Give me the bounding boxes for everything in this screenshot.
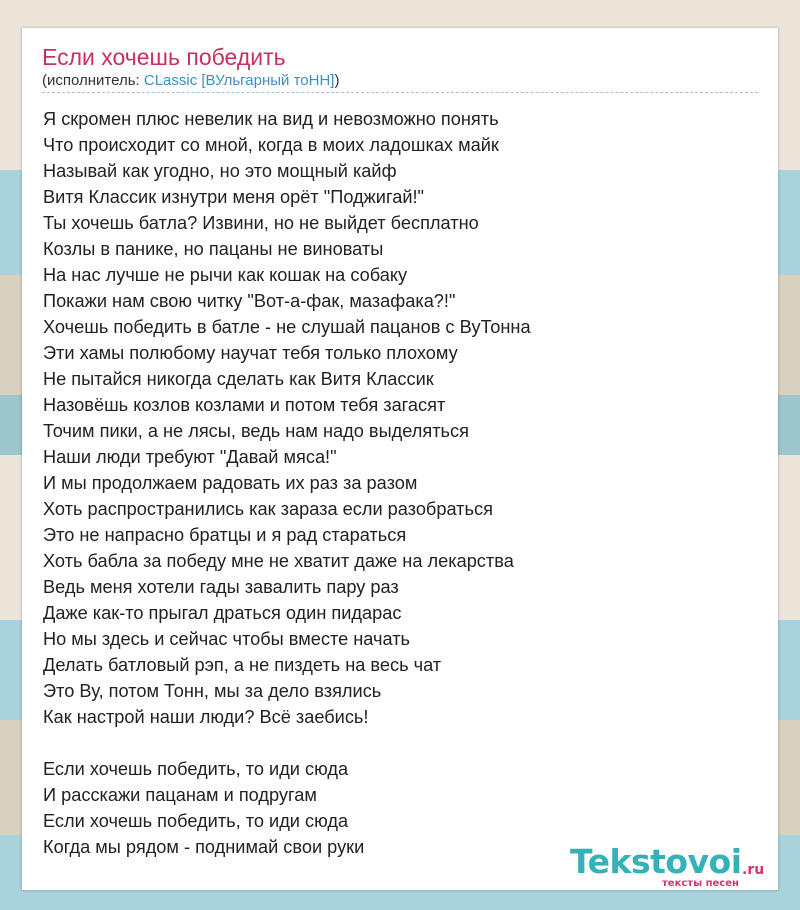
lyric-line: Это не напрасно братцы и я рад стараться (43, 525, 407, 545)
lyric-line: Козлы в панике, но пацаны не виноваты (43, 239, 384, 259)
title-divider (42, 92, 758, 93)
lyric-line: Покажи нам свою читку "Вот-а-фак, мазафака?!" (43, 291, 456, 311)
logo-tld: .ru (742, 862, 765, 878)
lyric-line: Назовёшь козлов козлами и потом тебя загасят (43, 395, 446, 415)
lyric-line: Ведь меня хотели гады завалить пару раз (43, 577, 399, 597)
lyric-line: Делать батловый рэп, а не пиздеть на весь чат (43, 655, 442, 675)
lyric-line: Ты хочешь батла? Извини, но не выйдет бесплатно (43, 213, 479, 233)
lyric-line: На нас лучше не рычи как кошак на собаку (43, 265, 408, 285)
artist-prefix: (исполнитель: (42, 72, 144, 89)
lyric-line: Эти хамы полюбому научат тебя только плохому (43, 343, 458, 363)
lyric-line: Если хочешь победить, то иди сюда (43, 759, 349, 779)
lyric-line: Даже как-то прыгал драться один пидарас (43, 603, 402, 623)
lyric-line: И расскажи пацанам и подругам (43, 785, 317, 805)
song-title: Если хочешь победить (42, 44, 286, 70)
lyric-line: Я скромен плюс невелик на вид и невозможно понять (43, 109, 499, 129)
lyric-line: Хоть бабла за победу мне не хватит даже на лекарства (43, 551, 514, 571)
lyric-line: Не пытайся никогда сделать как Витя Классик (43, 369, 434, 389)
artist-line (42, 72, 339, 89)
lyric-line: Но мы здесь и сейчас чтобы вместе начать (43, 629, 411, 649)
site-logo[interactable] (570, 842, 780, 892)
logo-tagline: тексты песен (662, 878, 739, 889)
lyric-blank-line (43, 730, 758, 756)
lyric-line: Точим пики, а не лясы, ведь нам надо выделяться (43, 421, 469, 441)
lyric-line: Хочешь победить в батле - не слушай пацанов с ВуТонна (43, 317, 531, 337)
lyric-line: И мы продолжаем радовать их раз за разом (43, 473, 418, 493)
lyrics-card (22, 28, 778, 890)
artist-link[interactable]: CLassic [ВУльгарный тоНН] (143, 72, 335, 89)
lyrics-text (43, 106, 758, 860)
lyric-line: Наши люди требуют "Давай мяса!" (43, 447, 337, 467)
lyric-line: Это Ву, потом Тонн, мы за дело взялись (43, 681, 382, 701)
logo-wordmark: Tekstovoi (570, 842, 742, 881)
lyric-line: Если хочешь победить, то иди сюда (43, 811, 349, 831)
lyric-line: Витя Классик изнутри меня орёт "Поджигай!" (43, 187, 424, 207)
artist-suffix: ) (334, 72, 340, 89)
lyric-line: Когда мы рядом - поднимай свои руки (43, 837, 365, 857)
lyric-line: Хоть распространились как зараза если разобраться (43, 499, 493, 519)
lyric-line: Как настрой наши люди? Всё заебись! (43, 707, 369, 727)
lyric-line: Называй как угодно, но это мощный кайф (43, 161, 397, 181)
lyric-line: Что происходит со мной, когда в моих ладошках майк (43, 135, 499, 155)
